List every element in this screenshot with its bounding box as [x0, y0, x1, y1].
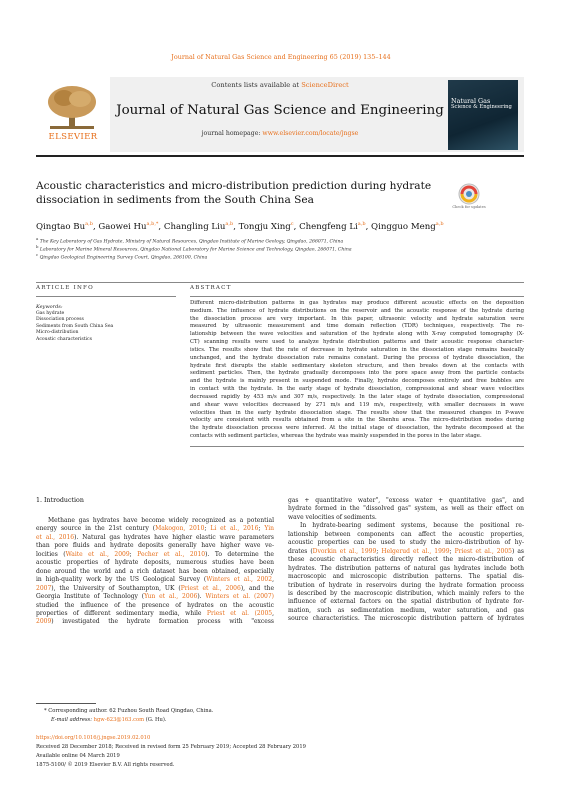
author-affiliation-marker[interactable]: a,b: [225, 221, 234, 227]
abstract-line: hydrate first disrupts the stable sedimentary skeleton structure, and then breaks down at the contacts with: [190, 362, 524, 369]
body-text: ). Natural gas hydrates have higher elastic wave parameters: [74, 533, 274, 541]
author-affiliation-marker[interactable]: a,b,*: [146, 221, 159, 227]
body-text-line: [288, 582, 524, 590]
email-link[interactable]: hgw-623@163.com: [93, 717, 145, 723]
body-text: gas + quantitative water", "excess water + quantitative gas", and: [288, 497, 524, 504]
affiliation-line: $^a$ The Key Laboratory of Gas Hydrate, Ministry of Natural Resources, Qingdao Institute of Marine Geology, Qingdao, 266071, China: [36, 236, 344, 245]
intro-right-column: [288, 497, 524, 624]
corresponding-author-note: * Corresponding author. 62 Fuzhou South Road Qingdao, China.: [44, 708, 214, 714]
doi-link[interactable]: https://doi.org/10.1016/j.jngse.2019.02.010: [36, 735, 151, 741]
body-text-line: [288, 539, 524, 547]
body-text-line: [288, 573, 524, 581]
body-text: mation, such as sedimentation medium, water saturation, and gas: [288, 606, 524, 614]
body-text: in high-quality work by the US Geological Survey (: [36, 576, 207, 584]
keyword-item: Dissociation process: [36, 317, 84, 323]
citation-link[interactable]: Li et al., 2016: [210, 525, 259, 533]
author-name[interactable]: Qingtao Bu: [36, 221, 86, 232]
homepage-prefix: journal homepage:: [201, 130, 263, 137]
journal-homepage-line: [110, 130, 450, 137]
body-text-line: [36, 517, 274, 525]
citation-link[interactable]: Winters et al., 2002: [206, 576, 273, 584]
abstract-line: unchanged, and the hydrate dissociation rate remains constant. During the process of hydrate dissociation, the: [190, 354, 524, 361]
sciencedirect-link[interactable]: ScienceDirect: [301, 81, 349, 89]
body-text: ;: [376, 547, 382, 555]
body-text: than pore fluids and hydrate deposits generally have higher wave ve-: [36, 542, 274, 550]
body-text-line: [36, 610, 274, 618]
author-affiliation-marker[interactable]: a,b: [357, 221, 366, 227]
abstract-bottom-divider: [190, 446, 524, 447]
body-text-line: [288, 556, 524, 564]
body-text: ;: [258, 525, 265, 533]
citation-link[interactable]: 2007: [36, 584, 52, 592]
abstract-line: in contact with the hydrate. In the early stage of hydrate dissociation, compressional and shear wave velocities: [190, 386, 524, 393]
body-text: ,: [272, 609, 275, 617]
abstract-line: the hydrate dissociation process were inferred. At the initial stage of dissociation, the hydrate decomposed at the: [190, 425, 524, 432]
body-text: ;: [129, 550, 138, 558]
affiliation-line: $^c$ Qingdao Geological Engineering Survey Court, Qingdao, 266100, China: [36, 252, 208, 261]
body-text-line: [36, 534, 274, 542]
abstract-line: Different micro-distribution patterns in gas hydrates may produce different acoustic effects on the deposition: [190, 300, 524, 306]
body-text: ) investigated the hydrate formation process with "excess: [51, 618, 274, 626]
email-suffix: (G. Hu).: [144, 717, 167, 723]
body-text-line: [36, 551, 274, 559]
body-text: Georgia Institute of Technology (: [36, 593, 145, 601]
author-name[interactable]: Chengfeng Li: [299, 221, 358, 232]
author-affiliation-marker[interactable]: a,b: [85, 221, 93, 227]
body-text: influence of external factors on the spatial distribution of hydrate for-: [288, 598, 524, 606]
citation-link[interactable]: 2009: [36, 618, 52, 626]
email-note: [51, 717, 167, 723]
body-text: ).: [197, 593, 206, 601]
body-text: done around the world and a rich dataset has been obtained, especially: [36, 567, 274, 575]
article-info-heading: ARTICLE INFO: [36, 285, 94, 291]
abstract-text: [190, 300, 524, 441]
author-list: Qingtao Bu$^{a,b}$, Gaowei $Hu^{a,b,*}$, Changling Liu$^{a,b}$, Tongju Xing$^c$, Chengfeng Li$^{a,b}$, Qingguo Meng$^{a,b}$: [36, 221, 444, 232]
body-text: energy source in the 21st century (: [36, 525, 156, 533]
citation-link[interactable]: Pecher et al., 2010: [137, 550, 206, 558]
available-online-date: Available online 04 March 2019: [36, 753, 120, 759]
body-text-line: [36, 568, 274, 576]
author-affiliation-marker[interactable]: c: [290, 221, 294, 227]
body-text: ), and the: [240, 584, 274, 592]
homepage-link[interactable]: www.elsevier.com/locate/jngse: [262, 130, 359, 137]
body-text-line: [288, 505, 524, 513]
contents-prefix: Contents lists available at: [211, 81, 302, 89]
body-text-line: [288, 522, 524, 530]
info-heading-divider-right: [190, 296, 524, 297]
body-text-line: [36, 602, 274, 610]
abstract-line: velocities than in the early hydrate dissociation stage. The results show that the measured changes in P-wave: [190, 409, 524, 416]
abstract-line: decreased rapidly by 453 m/s and 307 m/s, respectively. In the later stage of hydrate dissociation, compressional: [190, 393, 524, 400]
body-text: these acoustic characteristics directly reflect the micro-distribution of: [288, 556, 524, 564]
body-text: Methane gas hydrates have become widely recognized as a potential: [48, 517, 274, 524]
citation-link[interactable]: Priest et al., 2006: [180, 584, 241, 592]
body-text-line: [288, 615, 524, 623]
journal-title: Journal of Natural Gas Science and Engineering: [116, 103, 444, 118]
body-text: ). To determine the: [205, 550, 274, 558]
abstract-line: velocity are consistent with results obtained from a site in the Shenhu area. The micro-distribution modes during: [190, 417, 524, 424]
keyword-item: Acoustic characteristics: [36, 336, 92, 342]
header-divider: [36, 155, 524, 157]
copyright-line: 1875-5100/ © 2019 Elsevier B.V. All rights reserved.: [36, 762, 175, 768]
body-text-line: [288, 565, 524, 573]
body-text: ,: [272, 576, 274, 584]
received-dates: Received 28 December 2018; Received in revised form 25 February 2019; Accepted 28 February 2019: [36, 744, 306, 750]
article-title: Acoustic characteristics and micro-distribution prediction during hydrate dissociation in sediments from the South China Sea: [36, 180, 432, 206]
body-text: acoustic properties of hydrate deposits, numerous studies have been: [36, 559, 274, 567]
abstract-heading: ABSTRACT: [190, 285, 232, 291]
citation-link[interactable]: Waite et al., 2009: [65, 550, 130, 558]
intro-left-column: [36, 517, 274, 627]
body-text: hydrate formed in the "dissolved gas" system, as well as their effect on: [288, 505, 524, 513]
body-text: ;: [204, 525, 211, 533]
body-text-line: [36, 559, 274, 567]
body-text-line: [288, 598, 524, 606]
body-text-line: [288, 607, 524, 615]
body-text: acoustic properties can be used to study the micro-distribution of hy-: [288, 539, 524, 547]
body-text: properties of different sedimentary media, while: [36, 609, 207, 617]
body-text: In hydrate-bearing sediment systems, because the positional re-: [300, 522, 524, 530]
body-text: ), the University of Southampton, UK (: [51, 584, 181, 592]
body-text-line: [288, 497, 524, 505]
check-for-updates-label[interactable]: Check for updates: [452, 205, 486, 209]
keywords-label: Keywords:: [36, 304, 63, 310]
abstract-line: contacts with sediment particles, whereas the hydrate was mainly suspended in the pores in the later stage.: [190, 433, 482, 440]
citation-link[interactable]: Priest et al. (2005: [206, 609, 273, 617]
body-text: ;: [449, 547, 455, 555]
citation-link[interactable]: Yun et al., 2006: [144, 593, 198, 601]
body-text-line: [36, 542, 274, 550]
citation-link[interactable]: et al., 2016: [36, 533, 75, 541]
author-name[interactable]: Tongju Xing: [238, 221, 291, 232]
body-text: studied the influence of the presence of hydrates on the acoustic: [36, 601, 274, 609]
citation-link[interactable]: Makogon, 2010: [155, 525, 205, 533]
body-text: drates (: [288, 547, 313, 555]
journal-cover-title: [451, 98, 515, 110]
body-text-line: [36, 593, 274, 601]
body-text: source characteristics. The microscopic distribution pattern of hydrates: [288, 615, 524, 623]
elsevier-tree-logo: [44, 84, 100, 130]
cover-title-line1: Natural Gas: [451, 97, 491, 105]
email-label: E-mail address:: [51, 717, 94, 723]
contents-available-line: [110, 81, 450, 89]
abstract-line: and shear wave velocities decreased by 271 m/s and 119 m/s, respectively, with smaller decreases in wave: [190, 401, 524, 408]
body-text-line: [36, 585, 274, 593]
body-text-line: [288, 514, 524, 522]
citation-link[interactable]: Priest et al., 2005: [454, 547, 512, 555]
author-name[interactable]: Qingguo Meng: [371, 221, 436, 232]
citation-link[interactable]: Winters et al. (2007): [205, 593, 274, 601]
journal-cover-image: [448, 80, 518, 150]
citation-link[interactable]: Helgerud et al., 1999: [381, 547, 450, 555]
body-text: lationship between components can affect the acoustic properties,: [288, 530, 524, 538]
abstract-line: medium. The influence of hydrate distributions on the reservoir and the acoustic response of the hydrate during: [190, 307, 524, 314]
body-text: wave velocities of sediments.: [288, 513, 377, 521]
affiliation-marker: a: [36, 236, 39, 241]
info-top-divider: [36, 282, 524, 283]
citation-link[interactable]: Dvorkin et al., 1999: [312, 547, 377, 555]
affiliation-marker: b: [36, 244, 39, 249]
abstract-line: and the hydrate is mainly present in suspended mode. Finally, hydrate decomposes entirely and free bubbles are: [190, 378, 524, 385]
body-text-line: [288, 590, 524, 598]
body-text-line: [36, 576, 274, 584]
keyword-item: Micro-distribution: [36, 330, 79, 336]
abstract-line: CT) scanning results were used to analyze hydrate distribution patterns and their acoustic response character-: [190, 339, 524, 346]
publisher-name: ELSEVIER: [48, 132, 98, 142]
abstract-line: the dissociation process are very important. In this paper, ultrasonic velocity and hydrate saturation were: [190, 315, 524, 322]
body-text: ) as: [512, 547, 524, 555]
cover-title-line2: Science & Engineering: [451, 104, 512, 110]
body-text: hydrates. The distribution patterns of natural gas hydrates include both: [288, 564, 524, 572]
keyword-item: Gas hydrate: [36, 311, 65, 316]
abstract-line: lationship between the wave velocities and saturation of the hydrate along with X-ray computed tomography (X-: [190, 331, 524, 338]
section-heading-introduction: 1. Introduction: [36, 497, 84, 504]
body-text: macroscopic and microscopic distribution patterns. The spatial dis-: [288, 573, 524, 581]
body-text: tribution of hydrate in reservoirs during the hydrate formation process: [288, 581, 524, 589]
body-text-line: [288, 531, 524, 539]
abstract-line: sediment particles. Then, the hydrate gradually decomposes into the pore space away from the particle contacts: [190, 370, 524, 377]
author-name[interactable]: Gaowei Hu: [98, 221, 147, 232]
body-text: locities (: [36, 550, 66, 558]
body-text-line: [288, 548, 524, 556]
citation-link[interactable]: Yin: [264, 525, 274, 533]
journal-citation[interactable]: Journal of Natural Gas Science and Engineering 65 (2019) 135–144: [171, 53, 391, 61]
author-affiliation-marker[interactable]: a,b: [435, 221, 444, 227]
abstract-line: istics. The results show that the rate of decrease in hydrate saturation in the dissociation stage remains basically: [190, 346, 524, 353]
body-text: is described by the macroscopic distribution, which mainly refers to the: [288, 589, 524, 597]
info-heading-divider-left: [36, 296, 176, 297]
check-for-updates-icon[interactable]: [454, 182, 484, 216]
affiliation-line: $^b$ Laboratory for Marine Mineral Resources, Qingdao National Laboratory for Marine Science and Technology, Qingdao, 266071, China: [36, 244, 352, 253]
keyword-item: Sediments from South China Sea: [36, 323, 114, 329]
body-text-line: [36, 618, 274, 626]
footnote-divider: [36, 703, 96, 704]
abstract-line: measured by ultrasonic measurement and time domain reflection (TDR) techniques, respectively. The re-: [190, 323, 524, 330]
body-text-line: [36, 525, 274, 533]
affiliation-marker: c: [36, 252, 39, 257]
author-name[interactable]: Changling Liu: [163, 221, 226, 232]
